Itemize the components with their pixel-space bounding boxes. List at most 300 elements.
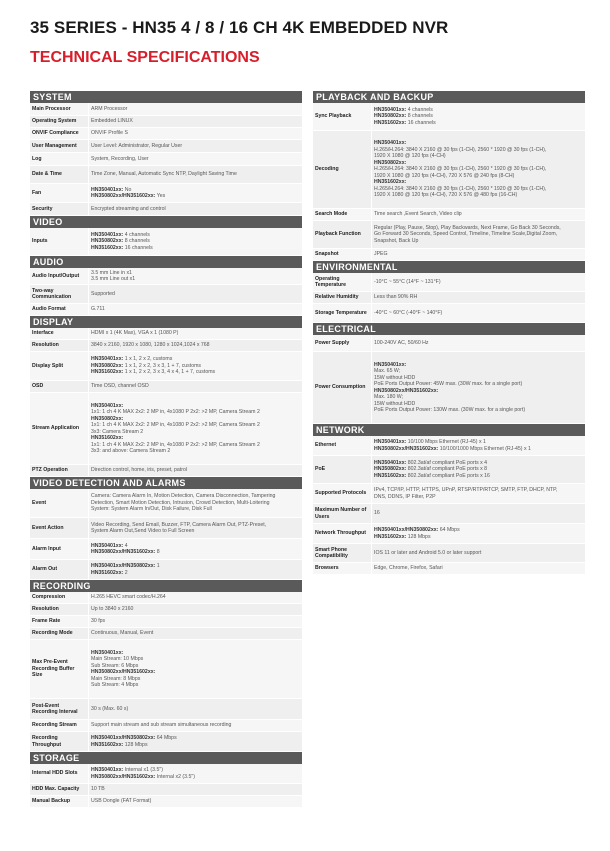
spec-row	[313, 131, 585, 209]
model-prefix: HN350802xx:	[374, 113, 408, 120]
spec-line	[91, 291, 300, 298]
spec-value	[88, 518, 302, 538]
spec-value	[371, 335, 585, 351]
spec-text: 8 channels	[124, 238, 150, 245]
spec-row	[30, 489, 302, 518]
left-column	[30, 91, 302, 808]
spec-label: Relative Humidity	[315, 294, 359, 301]
spec-row	[30, 352, 302, 381]
model-prefix: HN350802xx:	[374, 159, 407, 166]
spec-line	[91, 383, 300, 390]
section-heading: ELECTRICAL	[313, 323, 585, 335]
spec-value	[371, 524, 585, 543]
model-prefix: HN350401xx:	[91, 649, 124, 656]
spec-row	[30, 465, 302, 477]
model-prefix: HN350802xx/HN351602xx:	[374, 445, 440, 452]
spec-line	[91, 570, 300, 577]
spec-row	[313, 563, 585, 575]
spec-line	[91, 306, 300, 313]
spec-text: User Level: Administrator, Regular User	[91, 142, 183, 149]
spec-text: 4 channels	[124, 231, 150, 238]
spec-text: 10/100/1000 Mbps Ethernet (RJ-45) x 1	[439, 445, 531, 452]
spec-row	[313, 484, 585, 504]
spec-line	[374, 407, 583, 414]
spec-value	[88, 285, 302, 303]
spec-row	[30, 796, 302, 808]
spec-label: Network Throughput	[315, 530, 367, 537]
spec-text: 1 x 1, 2 x 2, 3 x 3, 1 + 7, customs	[124, 362, 202, 369]
spec-row	[30, 539, 302, 560]
section-heading: PLAYBACK AND BACKUP	[313, 91, 585, 103]
spec-line	[91, 448, 300, 455]
spec-row	[30, 592, 302, 604]
spec-label: Ethernet	[315, 442, 337, 449]
spec-value	[88, 465, 302, 476]
spec-row	[30, 732, 302, 752]
spec-text: System Alarm Out,Send Video to Full Screen	[91, 528, 195, 534]
spec-section	[30, 216, 302, 256]
spec-label: Manual Backup	[32, 798, 71, 805]
spec-row	[30, 103, 302, 116]
spec-text: System, Recording, User	[91, 155, 149, 162]
spec-line	[91, 786, 300, 793]
spec-row	[30, 560, 302, 580]
spec-text: 1920 X 1080 @ 120 fps (4-CH)	[374, 153, 446, 160]
spec-value	[88, 604, 302, 615]
spec-row	[30, 116, 302, 128]
model-prefix: HN350802xx/HN351602xx:	[91, 669, 156, 675]
spec-value	[88, 228, 302, 255]
spec-text: 8	[156, 549, 160, 555]
spec-label: Event Action	[32, 524, 64, 531]
model-prefix: HN350802xx/HN351602xx:	[374, 387, 439, 394]
spec-line	[91, 722, 300, 729]
section-heading: ENVIRONMENTAL	[313, 261, 585, 273]
spec-row	[30, 628, 302, 640]
spec-text: 1 x 1, 2 x 2, customs	[124, 356, 173, 363]
model-prefix: HN350802xx/HN351602xx:	[91, 549, 157, 555]
spec-label: Max Pre-Event Recording Buffer Size	[32, 659, 75, 679]
spec-line	[374, 494, 583, 501]
spec-text: System: System Alarm In/Out, Disk Failure, Disk Full	[91, 506, 212, 513]
spec-value	[88, 489, 302, 517]
spec-label: Security	[32, 205, 53, 212]
spec-value	[88, 699, 302, 719]
spec-value	[88, 268, 302, 284]
spec-line	[91, 506, 300, 513]
spec-line	[91, 549, 300, 556]
spec-label: User Management	[32, 142, 77, 149]
spec-row	[313, 524, 585, 544]
spec-text: 2	[124, 569, 128, 576]
spec-row	[313, 304, 585, 323]
spec-text: IOS 11 or later and Android 5.0 or later support	[374, 549, 482, 556]
section-heading: STORAGE	[30, 752, 302, 764]
spec-line	[91, 156, 300, 163]
spec-text: Direction control, home, iris, preset, patrol	[91, 467, 188, 474]
right-column	[313, 91, 585, 575]
spec-value	[88, 203, 302, 215]
spec-value	[88, 352, 302, 380]
spec-row	[313, 221, 585, 249]
spec-text: 802.3at/af compliant PoE ports x 4	[407, 459, 488, 466]
spec-text: Time OSD, channel OSD	[91, 383, 149, 390]
spec-value	[88, 304, 302, 315]
spec-text: HDMI x 1 (4K Max), VGA x 1 (1080 P)	[91, 330, 179, 337]
spec-text: 1x1: 1 ch 4 K MAX 2x2: 2 MP in, 4x1080 P 2x2: >2 MP, Camera Stream 2	[91, 422, 260, 428]
spec-line	[374, 120, 583, 127]
spec-value	[371, 131, 585, 208]
spec-value	[88, 393, 302, 464]
spec-text: 30 fps	[91, 618, 106, 625]
model-prefix: HN350802xx:	[91, 415, 124, 422]
spec-text: Up to 3840 x 2160	[91, 606, 134, 613]
spec-line	[91, 342, 300, 349]
spec-label: Power Consumption	[315, 384, 366, 391]
section-heading: DISPLAY	[30, 316, 302, 328]
spec-section	[30, 477, 302, 580]
spec-label: Recording Stream	[32, 722, 77, 729]
spec-label: Post-Event Recording Interval	[32, 702, 78, 715]
spec-section	[313, 424, 585, 575]
spec-row	[30, 699, 302, 720]
spec-row	[30, 203, 302, 216]
spec-line	[91, 594, 300, 601]
spec-text: Video Recording, Send Email, Buzzer, FTP, Camera Alarm Out, PTZ-Preset,	[91, 521, 267, 528]
spec-line	[91, 171, 300, 178]
spec-label: Main Processor	[32, 105, 71, 112]
spec-label: HDD Max. Capacity	[32, 786, 80, 793]
spec-label: Recording Throughput	[32, 735, 62, 748]
model-prefix: HN350401xx:	[91, 356, 125, 363]
spec-text: Regular (Play, Pause, Stop), Play Backwards, Next Frame, Go Back 30 Seconds,	[374, 224, 561, 231]
model-prefix: HN351602xx:	[91, 741, 125, 748]
spec-label: Snapshot	[315, 251, 339, 258]
spec-text: 802.3at/af compliant PoE ports x 8	[407, 466, 488, 473]
spec-label: OSD	[32, 383, 44, 390]
spec-value	[371, 544, 585, 562]
spec-section	[30, 580, 302, 752]
spec-text: 1x1: 1 ch 4 K MAX 2x2: 2 MP in, 4x1080 P 2x2: >2 MP, Camera Stream 2	[91, 441, 260, 448]
spec-label: Recording Mode	[32, 630, 73, 637]
spec-line	[91, 798, 300, 805]
spec-label: Stream Application	[32, 425, 80, 432]
spec-row	[30, 393, 302, 465]
spec-row	[30, 128, 302, 140]
spec-row	[313, 436, 585, 456]
spec-line	[374, 550, 583, 557]
spec-row	[30, 604, 302, 616]
spec-value	[371, 456, 585, 483]
spec-label: Alarm Out	[32, 566, 58, 573]
spec-text: 10 TB	[91, 786, 105, 793]
spec-label: Resolution	[32, 606, 59, 613]
spec-label: Inputs	[32, 238, 48, 245]
spec-text: Encrypted streaming and control	[91, 205, 166, 212]
spec-line	[374, 565, 583, 572]
spec-value	[371, 304, 585, 322]
spec-label: Frame Rate	[32, 618, 61, 625]
spec-value	[371, 249, 585, 260]
spec-value	[88, 796, 302, 807]
spec-text: 1920 X 1080 @ 120 fps (4-CH), 720 X 576 @ 240 fps (8-CH)	[374, 172, 515, 179]
spec-label: Browsers	[315, 565, 339, 572]
spec-row	[30, 328, 302, 340]
spec-text: Less than 90% RH	[374, 294, 418, 301]
spec-text: H.265/H.264: 3840 X 2160 @ 30 fps (1-CH), 2560 * 1920 @ 30 fps (1-CH),	[374, 166, 547, 173]
spec-text: 15W without HDD	[374, 400, 416, 407]
model-prefix: HN350401xx:	[91, 186, 125, 193]
spec-text: G.711	[91, 306, 105, 313]
spec-value	[371, 273, 585, 291]
spec-line	[374, 211, 583, 218]
spec-row	[313, 249, 585, 261]
spec-text: 30 s (Max. 60 s)	[91, 705, 129, 712]
section-heading: AUDIO	[30, 256, 302, 268]
spec-value	[88, 184, 302, 202]
spec-text: 1920 X 1080 @ 120 fps (4-CH), 720 X 576 @ 480 fps (16-CH)	[374, 192, 518, 199]
model-prefix: HN351602xx:	[374, 533, 408, 540]
spec-line	[374, 446, 583, 453]
spec-row	[313, 335, 585, 352]
spec-label: Log	[32, 155, 42, 162]
spec-line	[91, 618, 300, 625]
spec-text: Max. 65 W;	[374, 368, 401, 374]
spec-row	[313, 352, 585, 424]
spec-line	[374, 294, 583, 301]
spec-section	[30, 91, 302, 216]
spec-label: Two-way Communication	[32, 287, 72, 300]
spec-text: Edge, Chrome, Firefox, Safari	[374, 565, 443, 572]
spec-text: 4	[124, 542, 128, 549]
spec-text: 3.5 mm Line in x1	[91, 269, 132, 276]
spec-value	[371, 209, 585, 220]
model-prefix: HN350401xx:	[374, 459, 408, 466]
spec-text: 1	[156, 563, 160, 569]
spec-line	[91, 330, 300, 337]
spec-label: Storage Temperature	[315, 309, 367, 316]
spec-value	[88, 153, 302, 165]
spec-label: Interface	[32, 330, 54, 337]
spec-line	[91, 606, 300, 613]
spec-label: Search Mode	[315, 211, 348, 218]
spec-value	[371, 292, 585, 303]
spec-text: 3x3: and above: Camera Stream 2	[91, 448, 171, 454]
spec-row	[313, 292, 585, 304]
page-subtitle: TECHNICAL SPECIFICATIONS	[30, 49, 260, 66]
spec-line	[91, 369, 300, 376]
model-prefix: HN351602xx:	[374, 472, 408, 479]
spec-text: ONVIF Profile S	[91, 130, 128, 137]
model-prefix: HN350802xx/HN351602xx:	[91, 193, 157, 199]
spec-label: PTZ Operation	[32, 467, 68, 474]
spec-text: H.265/H.264: 3840 X 2160 @ 30 fps (1-CH), 2560 * 1920 @ 30 fps (1-CH),	[374, 185, 547, 192]
section-heading: RECORDING	[30, 580, 302, 592]
spec-value	[88, 720, 302, 731]
spec-label: Audio Input/Output	[32, 272, 80, 279]
spec-value	[371, 103, 585, 130]
spec-label: Fan	[32, 189, 42, 196]
spec-label: Operating System	[32, 118, 77, 125]
spec-text: 64 Mbps	[156, 735, 177, 741]
spec-line	[91, 143, 300, 150]
spec-text: 100-240V AC, 50/60 Hz	[374, 339, 429, 346]
spec-line	[91, 774, 300, 781]
spec-line	[91, 706, 300, 713]
spec-line	[91, 682, 300, 689]
model-prefix: HN350802xx/HN351602xx:	[91, 773, 157, 780]
spec-line	[91, 193, 300, 200]
spec-line	[91, 630, 300, 637]
spec-text: Main Stream: 8 Mbps	[91, 675, 141, 682]
spec-line	[91, 206, 300, 213]
model-prefix: HN351602xx:	[91, 569, 125, 576]
spec-row	[30, 304, 302, 316]
spec-text: Sub Stream: 6 Mbps	[91, 662, 139, 669]
model-prefix: HN350401xx:	[374, 140, 407, 147]
spec-row	[30, 340, 302, 352]
spec-row	[30, 640, 302, 699]
section-heading: VIDEO	[30, 216, 302, 228]
spec-value	[371, 563, 585, 574]
spec-label: Maximum Number of Users	[315, 507, 367, 520]
model-prefix: HN351602xx:	[91, 369, 125, 376]
model-prefix: HN351602xx:	[91, 244, 125, 251]
spec-value	[371, 484, 585, 503]
spec-text: Time Zone, Manual, Automatic Sync NTP, Daylight Saving Time	[91, 171, 237, 178]
spec-text: Max. 180 W;	[374, 394, 404, 400]
spec-label: Smart Phone Compatibility	[315, 546, 348, 559]
spec-row	[313, 456, 585, 484]
spec-value	[88, 116, 302, 127]
spec-line	[374, 238, 583, 245]
model-prefix: HN350802xx:	[91, 238, 125, 245]
model-prefix: HN350802xx:	[91, 362, 125, 369]
spec-text: 16 channels	[407, 119, 436, 126]
page-title: 35 SERIES - HN35 4 / 8 / 16 CH 4K EMBEDDED NVR	[30, 18, 449, 37]
spec-section	[313, 91, 585, 261]
spec-text: Embedded LINUX	[91, 118, 133, 125]
spec-label: Audio Format	[32, 306, 66, 313]
spec-section	[30, 256, 302, 316]
spec-row	[30, 228, 302, 256]
model-prefix: HN350401xx/HN350802xx:	[91, 563, 157, 569]
model-prefix: HN350401xx:	[91, 402, 124, 409]
spec-value	[88, 784, 302, 795]
spec-row	[30, 166, 302, 184]
spec-text: 10/100 Mbps Ethernet (RJ-45) x 1	[407, 439, 486, 445]
spec-text: 4 channels	[407, 106, 433, 113]
spec-text: ARM Processor	[91, 105, 128, 112]
model-prefix: HN350401xx/HN350802xx:	[374, 527, 440, 533]
spec-row	[30, 784, 302, 796]
spec-value	[371, 504, 585, 523]
spec-row	[30, 381, 302, 393]
model-prefix: HN350401xx/HN350802xx:	[91, 735, 157, 741]
spec-section	[30, 752, 302, 808]
spec-value	[88, 616, 302, 627]
model-prefix: HN350401xx:	[374, 361, 407, 368]
spec-value	[371, 352, 585, 423]
spec-line	[91, 245, 300, 252]
spec-text: 8 channels	[407, 113, 433, 120]
model-prefix: HN350401xx:	[374, 439, 408, 445]
spec-line	[91, 742, 300, 749]
spec-label: PoE	[315, 466, 326, 473]
spec-value	[88, 166, 302, 183]
spec-text: Sub Stream: 4 Mbps	[91, 682, 139, 688]
model-prefix: HN350401xx:	[374, 106, 408, 113]
spec-text: 3840 x 2160, 1920 x 1080, 1280 x 1024,1024 x 768	[91, 342, 210, 349]
spec-text: Support main stream and sub stream simultaneous recording	[91, 722, 232, 729]
spec-text: JPEG	[374, 251, 388, 258]
spec-text: USB Dongle (FAT Format)	[91, 798, 152, 805]
spec-value	[88, 539, 302, 559]
spec-line	[91, 106, 300, 113]
spec-text: 16 channels	[124, 244, 153, 251]
spec-row	[30, 616, 302, 628]
spec-text: Internal x1 (3.5")	[124, 767, 163, 773]
spec-line	[374, 534, 583, 541]
spec-label: Display Split	[32, 362, 64, 369]
spec-label: Event	[32, 499, 47, 506]
spec-value	[371, 221, 585, 248]
spec-label: Supported Protocols	[315, 490, 367, 497]
spec-line	[374, 473, 583, 480]
spec-text: H.265 HEVC smart codec/H.264	[91, 594, 166, 601]
spec-row	[30, 764, 302, 784]
section-heading: NETWORK	[313, 424, 585, 436]
spec-label: Date & Time	[32, 171, 62, 178]
spec-label: Internal HDD Slots	[32, 770, 78, 777]
model-prefix: HN351602xx:	[91, 435, 124, 441]
spec-value	[88, 381, 302, 392]
spec-line	[91, 528, 300, 535]
spec-text: Camera: Camera Alarm In, Motion Detection, Camera Disconnection, Tampering	[91, 493, 276, 500]
model-prefix: HN351602xx:	[374, 179, 407, 186]
spec-text: 1 x 1, 2 x 2, 3 x 3, 4 x 4, 1 + 7, customs	[124, 369, 216, 376]
spec-text: 3x3: Camera Stream 2	[91, 428, 144, 435]
spec-label: Sync Playback	[315, 113, 352, 120]
spec-text: Main Stream: 10 Mbps	[91, 656, 144, 662]
spec-label: ONVIF Compliance	[32, 130, 79, 137]
spec-text: Continuous, Manual, Event	[91, 630, 154, 637]
spec-line	[374, 310, 583, 317]
spec-line	[91, 276, 300, 283]
spec-line	[91, 130, 300, 137]
spec-text: H.265/H.264: 3840 X 2160 @ 30 fps (1-CH), 2560 * 1920 @ 30 fps (1-CH),	[374, 146, 547, 153]
model-prefix: HN350401xx:	[91, 542, 125, 549]
spec-section	[30, 316, 302, 477]
spec-value	[88, 592, 302, 603]
spec-text: 128 Mbps	[407, 533, 431, 540]
spec-section	[313, 261, 585, 323]
spec-text: 3.5 mm Line out x1	[91, 276, 136, 282]
spec-text: PoE Ports Output Power: 130W max. (30W max. for a single port)	[374, 407, 526, 413]
spec-text: 15W without HDD	[374, 374, 416, 381]
spec-row	[30, 140, 302, 153]
spec-label: Playback Function	[315, 231, 361, 238]
spec-value	[88, 103, 302, 115]
spec-row	[30, 184, 302, 203]
spec-line	[91, 467, 300, 474]
spec-line	[374, 251, 583, 258]
spec-text: 128 Mbps	[124, 741, 148, 748]
spec-value	[88, 560, 302, 579]
spec-line	[374, 510, 583, 517]
spec-row	[30, 268, 302, 285]
spec-text: DNS, DDNS, IP Filter, P2P	[374, 493, 436, 500]
